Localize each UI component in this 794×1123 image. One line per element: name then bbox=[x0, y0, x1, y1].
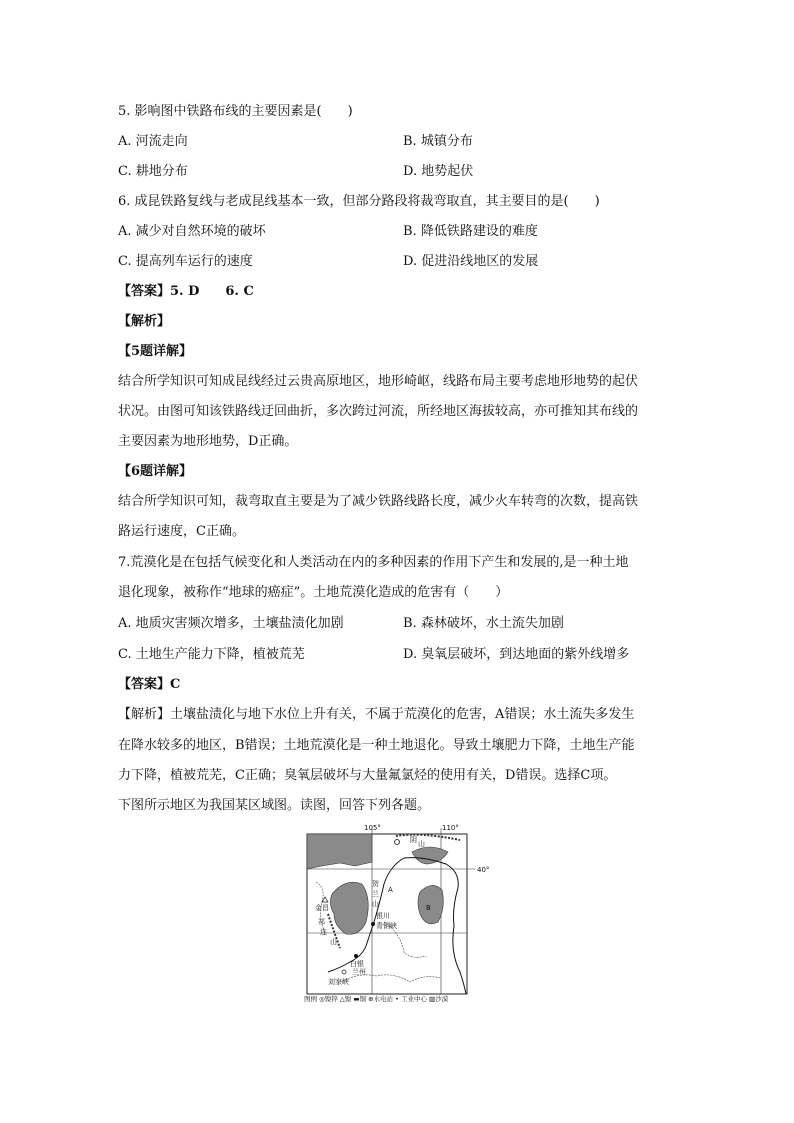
answer-5-6: 【答案】5. D 6. C bbox=[118, 284, 254, 299]
lon-110-label: 110° bbox=[442, 824, 459, 832]
q6-detail-line: 路运行速度，C正确。 bbox=[118, 524, 245, 539]
q6-option-c: C. 提高列车运行的速度 bbox=[118, 254, 253, 269]
q7-stem-line: 退化现象，被称作“地球的癌症”。土地荒漠化造成的危害有（ ） bbox=[118, 585, 509, 600]
q5-detail-line: 状况。由图可知该铁路线迂回曲折，多次跨过河流，所经地区海拔较高，亦可推知其布线的 bbox=[118, 404, 639, 419]
map-place-label: 兰 bbox=[372, 890, 379, 898]
q7-option-c: C. 土地生产能力下降，植被荒芜 bbox=[118, 647, 305, 662]
q6-stem: 6. 成昆铁路复线与老成昆线基本一致，但部分路段将裁弯取直，其主要目的是( ) bbox=[118, 194, 600, 209]
analysis-7-line: 在降水较多的地区，B错误；土地荒漠化是一种土地退化。导致土壤肥力下降，土地生产能 bbox=[118, 738, 635, 753]
q5-option-b: B. 城镇分布 bbox=[403, 134, 473, 149]
q7-option-b: B. 森林破坏，水土流失加剧 bbox=[403, 616, 564, 631]
map-place-label: 贺 bbox=[372, 880, 379, 888]
q5-detail-line: 主要因素为地形地势，D正确。 bbox=[118, 434, 298, 449]
q5-option-c: C. 耕地分布 bbox=[118, 164, 188, 179]
q6-option-b: B. 降低铁路建设的难度 bbox=[403, 224, 538, 239]
map-place-label: 兰州 bbox=[352, 968, 366, 976]
map-place-label: 山 bbox=[372, 900, 379, 908]
q6-detail-line: 结合所学知识可知，裁弯取直主要是为了减少铁路线路长度，减少火车转弯的次数，提高铁 bbox=[118, 494, 639, 509]
region-map bbox=[300, 822, 500, 1010]
map-place-label: 白银 bbox=[350, 960, 364, 968]
q7-option-d: D. 臭氧层破坏，到达地面的紫外线增多 bbox=[403, 647, 630, 662]
hydro-symbol bbox=[342, 970, 346, 974]
q5-option-a: A. 河流走向 bbox=[118, 134, 188, 149]
q7-stem-line: 7.荒漠化是在包括气候变化和人类活动在内的多种因素的作用下产生和发展的,是一种土地 bbox=[118, 555, 629, 570]
q5-option-d: D. 地势起伏 bbox=[403, 164, 474, 179]
city-dot bbox=[371, 922, 375, 926]
map-legend: 图例 ◎镍锌 △镍 ▬铜 ⊕水电站 • 工业中心 ▨沙漠 bbox=[304, 995, 449, 1003]
label-b: B bbox=[426, 904, 431, 912]
map-place-label: 金昌 bbox=[315, 904, 329, 912]
map-place-label: 青铜峡 bbox=[376, 922, 397, 930]
lat-40-label: 40° bbox=[477, 866, 490, 874]
city-dot bbox=[354, 954, 358, 958]
label-a: A bbox=[388, 886, 393, 894]
q5-detail-heading: 【5题详解】 bbox=[118, 344, 193, 359]
q5-stem: 5. 影响图中铁路布线的主要因素是( ) bbox=[118, 104, 353, 119]
mine-symbol bbox=[395, 840, 400, 845]
q7-option-a: A. 地质灾害频次增多，土壤盐渍化加剧 bbox=[118, 616, 344, 631]
region-map-svg bbox=[300, 822, 500, 1010]
map-place-label: 银川 bbox=[376, 912, 390, 920]
analysis-7-line: 力下降，植被荒芜，C正确；臭氧层破坏与大量氟氯烃的使用有关，D错误。选择C项。 bbox=[118, 768, 617, 783]
answer-7: 【答案】C bbox=[118, 677, 181, 692]
q6-option-d: D. 促进沿线地区的发展 bbox=[403, 254, 539, 269]
analysis-7-line: 【解析】土壤盐渍化与地下水位上升有关，不属于荒漠化的危害，A错误；水土流失多发生 bbox=[118, 707, 635, 722]
q6-detail-heading: 【6题详解】 bbox=[118, 464, 193, 479]
map-place-label: 刘家峡 bbox=[328, 978, 349, 986]
map-place-label: 阴 bbox=[410, 836, 417, 844]
map-place-label: 连 bbox=[320, 928, 327, 936]
map-place-label: 祁 bbox=[318, 918, 325, 926]
map-place-label: 山 bbox=[418, 840, 425, 848]
map-intro: 下图所示地区为我国某区域图。读图，回答下列各题。 bbox=[118, 798, 431, 813]
q5-detail-line: 结合所学知识可知成昆线经过云贵高原地区，地形崎岖，线路布局主要考虑地形地势的起伏 bbox=[118, 374, 639, 389]
lon-105-label: 105° bbox=[364, 824, 381, 832]
q6-option-a: A. 减少对自然环境的破坏 bbox=[118, 224, 266, 239]
map-place-label: 山 bbox=[330, 938, 337, 946]
analysis-heading: 【解析】 bbox=[118, 314, 171, 329]
